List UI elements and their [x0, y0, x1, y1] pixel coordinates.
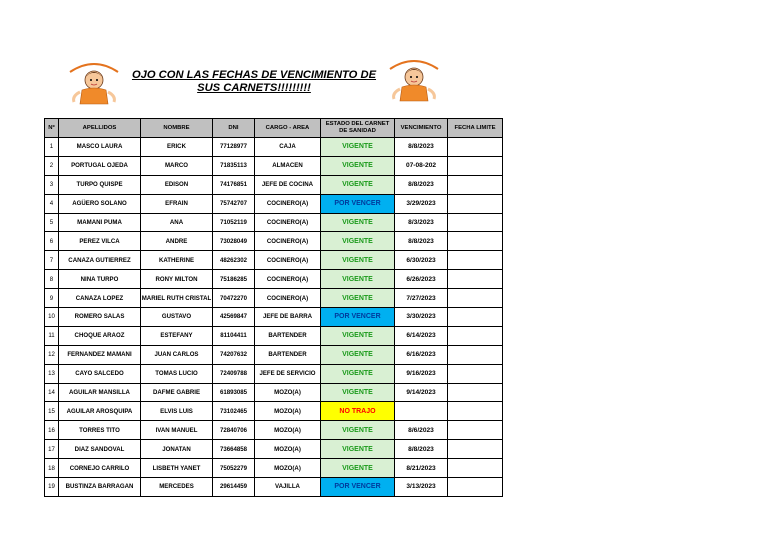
- estado-cell: VIGENTE: [321, 175, 395, 194]
- cargo-cell: BARTENDER: [255, 326, 321, 345]
- estado-cell: VIGENTE: [321, 364, 395, 383]
- cargo-cell: MOZO(A): [255, 402, 321, 421]
- nombre-cell: TOMAS LUCIO: [141, 364, 213, 383]
- vencimiento-cell: 6/26/2023: [395, 270, 448, 289]
- vencimiento-cell: 6/14/2023: [395, 326, 448, 345]
- estado-cell: VIGENTE: [321, 270, 395, 289]
- row-number: 9: [45, 289, 59, 308]
- dni-cell: 75742707: [213, 194, 255, 213]
- dni-cell: 74207632: [213, 345, 255, 364]
- nombre-cell: ESTEFANY: [141, 326, 213, 345]
- vencimiento-cell: 9/14/2023: [395, 383, 448, 402]
- estado-cell: VIGENTE: [321, 326, 395, 345]
- apellidos-cell: PORTUGAL OJEDA: [59, 156, 141, 175]
- fecha-limite-cell: [448, 156, 503, 175]
- dni-cell: 73664858: [213, 440, 255, 459]
- vencimiento-cell: 8/8/2023: [395, 138, 448, 157]
- row-number: 6: [45, 232, 59, 251]
- fecha-limite-cell: [448, 213, 503, 232]
- vencimiento-cell: 3/29/2023: [395, 194, 448, 213]
- dni-cell: 75052279: [213, 459, 255, 478]
- nombre-cell: EDISON: [141, 175, 213, 194]
- cargo-cell: JEFE DE SERVICIO: [255, 364, 321, 383]
- row-number: 1: [45, 138, 59, 157]
- row-number: 12: [45, 345, 59, 364]
- apellidos-cell: AGÜERO SOLANO: [59, 194, 141, 213]
- row-number: 14: [45, 383, 59, 402]
- cargo-cell: COCINERO(A): [255, 232, 321, 251]
- vencimiento-cell: 6/16/2023: [395, 345, 448, 364]
- table-row: [45, 194, 503, 213]
- column-header: ESTADO DEL CARNET DE SANIDAD: [321, 119, 395, 138]
- apellidos-cell: AGUILAR MANSILLA: [59, 383, 141, 402]
- fecha-limite-cell: [448, 138, 503, 157]
- fecha-limite-cell: [448, 251, 503, 270]
- dni-cell: 81104411: [213, 326, 255, 345]
- vencimiento-cell: 8/3/2023: [395, 213, 448, 232]
- table-row: [45, 289, 503, 308]
- cargo-cell: ALMACEN: [255, 156, 321, 175]
- nombre-cell: MARCO: [141, 156, 213, 175]
- apellidos-cell: PEREZ VILCA: [59, 232, 141, 251]
- column-header: FECHA LIMITE: [448, 119, 503, 138]
- row-number: 3: [45, 175, 59, 194]
- table-row: [45, 478, 503, 497]
- vencimiento-cell: 3/13/2023: [395, 478, 448, 497]
- fecha-limite-cell: [448, 270, 503, 289]
- dni-cell: 42569847: [213, 308, 255, 327]
- vencimiento-cell: 9/16/2023: [395, 364, 448, 383]
- row-number: 11: [45, 326, 59, 345]
- dni-cell: 29614459: [213, 478, 255, 497]
- nombre-cell: IVAN MANUEL: [141, 421, 213, 440]
- dni-cell: 73028049: [213, 232, 255, 251]
- table-row: [45, 138, 503, 157]
- nombre-cell: MERCEDES: [141, 478, 213, 497]
- vencimiento-cell: 7/27/2023: [395, 289, 448, 308]
- dni-cell: 74176851: [213, 175, 255, 194]
- table-row: [45, 251, 503, 270]
- row-number: 5: [45, 213, 59, 232]
- cargo-cell: JEFE DE COCINA: [255, 175, 321, 194]
- apellidos-cell: CANAZA GUTIERREZ: [59, 251, 141, 270]
- cargo-cell: MOZO(A): [255, 383, 321, 402]
- page-title: OJO CON LAS FECHAS DE VENCIMIENTO DE SUS CARNETS!!!!!!!!!: [131, 69, 377, 94]
- cargo-cell: COCINERO(A): [255, 194, 321, 213]
- row-number: 8: [45, 270, 59, 289]
- table-row: [45, 326, 503, 345]
- cargo-cell: VAJILLA: [255, 478, 321, 497]
- dni-cell: 77128977: [213, 138, 255, 157]
- table-row: [45, 383, 503, 402]
- table-row: [45, 364, 503, 383]
- table-row: [45, 440, 503, 459]
- estado-cell: VIGENTE: [321, 421, 395, 440]
- fecha-limite-cell: [448, 459, 503, 478]
- row-number: 2: [45, 156, 59, 175]
- fecha-limite-cell: [448, 289, 503, 308]
- row-number: 15: [45, 402, 59, 421]
- apellidos-cell: AGUILAR AROSQUIPA: [59, 402, 141, 421]
- table-row: [45, 308, 503, 327]
- estado-cell: VIGENTE: [321, 383, 395, 402]
- apellidos-cell: CANAZA LOPEZ: [59, 289, 141, 308]
- vencimiento-cell: 3/30/2023: [395, 308, 448, 327]
- estado-cell: VIGENTE: [321, 459, 395, 478]
- cargo-cell: COCINERO(A): [255, 289, 321, 308]
- cargo-cell: BARTENDER: [255, 345, 321, 364]
- estado-cell: VIGENTE: [321, 156, 395, 175]
- table-row: [45, 156, 503, 175]
- dni-cell: 48262302: [213, 251, 255, 270]
- staff-table: [44, 118, 503, 497]
- cargo-cell: MOZO(A): [255, 421, 321, 440]
- fecha-limite-cell: [448, 345, 503, 364]
- dni-cell: 72840706: [213, 421, 255, 440]
- nombre-cell: KATHERINE: [141, 251, 213, 270]
- nombre-cell: ANDRE: [141, 232, 213, 251]
- vencimiento-cell: 8/8/2023: [395, 175, 448, 194]
- row-number: 17: [45, 440, 59, 459]
- nombre-cell: MARIEL RUTH CRISTAL: [141, 289, 213, 308]
- estado-cell: POR VENCER: [321, 194, 395, 213]
- dni-cell: 61893085: [213, 383, 255, 402]
- estado-cell: VIGENTE: [321, 213, 395, 232]
- header-row: [45, 119, 503, 138]
- cargo-cell: JEFE DE BARRA: [255, 308, 321, 327]
- estado-cell: VIGENTE: [321, 440, 395, 459]
- apellidos-cell: ROMERO SALAS: [59, 308, 141, 327]
- fecha-limite-cell: [448, 364, 503, 383]
- fecha-limite-cell: [448, 402, 503, 421]
- mascot-logo-left: [66, 58, 122, 108]
- fecha-limite-cell: [448, 440, 503, 459]
- column-header: CARGO - AREA: [255, 119, 321, 138]
- dni-cell: 72409788: [213, 364, 255, 383]
- row-number: 7: [45, 251, 59, 270]
- vencimiento-cell: [395, 402, 448, 421]
- fecha-limite-cell: [448, 175, 503, 194]
- table-row: [45, 345, 503, 364]
- cargo-cell: COCINERO(A): [255, 251, 321, 270]
- cargo-cell: COCINERO(A): [255, 213, 321, 232]
- dni-cell: 70472270: [213, 289, 255, 308]
- column-header: APELLIDOS: [59, 119, 141, 138]
- row-number: 13: [45, 364, 59, 383]
- nombre-cell: ERICK: [141, 138, 213, 157]
- vencimiento-cell: 07-08-202: [395, 156, 448, 175]
- dni-cell: 71052119: [213, 213, 255, 232]
- apellidos-cell: NINA TURPO: [59, 270, 141, 289]
- vencimiento-cell: 8/6/2023: [395, 421, 448, 440]
- column-header: NOMBRE: [141, 119, 213, 138]
- table-row: [45, 270, 503, 289]
- fecha-limite-cell: [448, 421, 503, 440]
- fecha-limite-cell: [448, 308, 503, 327]
- mascot-logo-right: [386, 55, 442, 105]
- table-row: [45, 402, 503, 421]
- row-number: 19: [45, 478, 59, 497]
- cargo-cell: COCINERO(A): [255, 270, 321, 289]
- estado-cell: VIGENTE: [321, 232, 395, 251]
- estado-cell: VIGENTE: [321, 251, 395, 270]
- apellidos-cell: CAYO SALCEDO: [59, 364, 141, 383]
- nombre-cell: GUSTAVO: [141, 308, 213, 327]
- estado-cell: NO TRAJO: [321, 402, 395, 421]
- table-row: [45, 213, 503, 232]
- apellidos-cell: MAMANI PUMA: [59, 213, 141, 232]
- row-number: 4: [45, 194, 59, 213]
- nombre-cell: JONATAN: [141, 440, 213, 459]
- fecha-limite-cell: [448, 194, 503, 213]
- row-number: 16: [45, 421, 59, 440]
- apellidos-cell: CORNEJO CARRILO: [59, 459, 141, 478]
- column-header: DNI: [213, 119, 255, 138]
- fecha-limite-cell: [448, 232, 503, 251]
- fecha-limite-cell: [448, 326, 503, 345]
- apellidos-cell: TORRES TITO: [59, 421, 141, 440]
- estado-cell: VIGENTE: [321, 289, 395, 308]
- nombre-cell: DAFME GABRIE: [141, 383, 213, 402]
- apellidos-cell: TURPO QUISPE: [59, 175, 141, 194]
- estado-cell: VIGENTE: [321, 138, 395, 157]
- table-row: [45, 175, 503, 194]
- dni-cell: 73102465: [213, 402, 255, 421]
- estado-cell: POR VENCER: [321, 308, 395, 327]
- row-number: 18: [45, 459, 59, 478]
- table-row: [45, 459, 503, 478]
- cargo-cell: CAJA: [255, 138, 321, 157]
- apellidos-cell: MASCO LAURA: [59, 138, 141, 157]
- apellidos-cell: DIAZ SANDOVAL: [59, 440, 141, 459]
- table-row: [45, 232, 503, 251]
- column-header: Nº: [45, 119, 59, 138]
- fecha-limite-cell: [448, 383, 503, 402]
- table-row: [45, 421, 503, 440]
- nombre-cell: RONY MILTON: [141, 270, 213, 289]
- estado-cell: VIGENTE: [321, 345, 395, 364]
- dni-cell: 75186285: [213, 270, 255, 289]
- dni-cell: 71835113: [213, 156, 255, 175]
- nombre-cell: ANA: [141, 213, 213, 232]
- cargo-cell: MOZO(A): [255, 440, 321, 459]
- row-number: 10: [45, 308, 59, 327]
- vencimiento-cell: 8/8/2023: [395, 440, 448, 459]
- fecha-limite-cell: [448, 478, 503, 497]
- nombre-cell: JUAN CARLOS: [141, 345, 213, 364]
- apellidos-cell: CHOQUE ARAOZ: [59, 326, 141, 345]
- vencimiento-cell: 6/30/2023: [395, 251, 448, 270]
- apellidos-cell: FERNANDEZ MAMANI: [59, 345, 141, 364]
- column-header: VENCIMIENTO: [395, 119, 448, 138]
- vencimiento-cell: 8/8/2023: [395, 232, 448, 251]
- nombre-cell: EFRAIN: [141, 194, 213, 213]
- cargo-cell: MOZO(A): [255, 459, 321, 478]
- nombre-cell: LISBETH YANET: [141, 459, 213, 478]
- vencimiento-cell: 8/21/2023: [395, 459, 448, 478]
- nombre-cell: ELVIS LUIS: [141, 402, 213, 421]
- estado-cell: POR VENCER: [321, 478, 395, 497]
- apellidos-cell: BUSTINZA BARRAGAN: [59, 478, 141, 497]
